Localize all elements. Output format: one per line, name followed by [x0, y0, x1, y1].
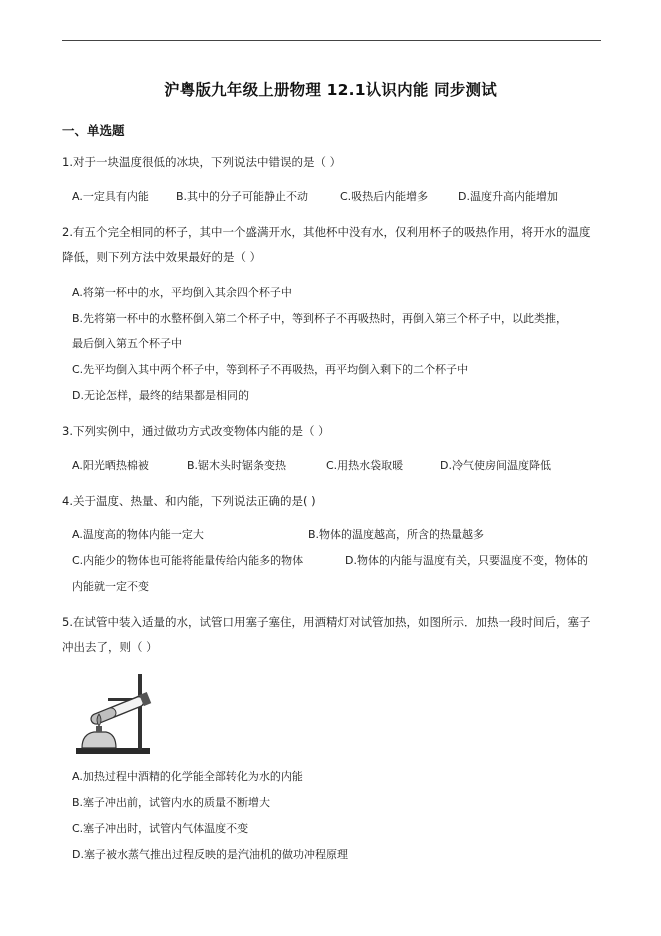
q5-option-a: A.加热过程中酒精的化学能全部转化为水的内能	[72, 770, 303, 783]
q2-option-d: D.无论怎样，最终的结果都是相同的	[72, 389, 249, 402]
alcohol-lamp	[82, 732, 116, 748]
q1-option-a: A.一定具有内能	[72, 190, 149, 203]
q4-option-d: D.物体的内能与温度有关，只要温度不变，物体的	[345, 554, 588, 567]
q1-option-c: C.吸热后内能增多	[340, 190, 429, 203]
q4-option-d-continued: 内能就一定不变	[72, 580, 149, 593]
question-4-stem: 4.关于温度、热量、和内能，下列说法正确的是( )	[62, 494, 316, 508]
q4-option-b: B.物体的温度越高，所含的热量越多	[308, 528, 485, 541]
header-rule	[62, 40, 601, 41]
q2-option-a: A.将第一杯中的水，平均倒入其余四个杯子中	[72, 286, 292, 299]
q1-option-d: D.温度升高内能增加	[458, 190, 558, 203]
q3-option-d: D.冷气使房间温度降低	[440, 459, 551, 472]
question-2-stem-line-1: 2.有五个完全相同的杯子，其中一个盛满开水，其他杯中没有水，仅利用杯子的吸热作用，将开水的温度	[62, 225, 591, 239]
question-5-stem-line-2: 冲出去了，则（ ）	[62, 640, 158, 654]
question-3-stem: 3.下列实例中，通过做功方式改变物体内能的是（ ）	[62, 424, 330, 438]
q3-option-c: C.用热水袋取暖	[326, 459, 404, 472]
question-2-stem-line-2: 降低，则下列方法中效果最好的是（ ）	[62, 250, 262, 264]
test-tube-heating-figure	[72, 668, 168, 760]
q1-option-b: B.其中的分子可能静止不动	[176, 190, 309, 203]
section-heading: 一、单选题	[62, 123, 125, 138]
flame	[97, 714, 101, 726]
stand-rod	[138, 674, 142, 750]
q4-option-a: A.温度高的物体内能一定大	[72, 528, 204, 541]
q5-option-c: C.塞子冲出时，试管内气体温度不变	[72, 822, 249, 835]
q2-option-b: B.先将第一杯中的水整杯倒入第二个杯子中，等到杯子不再吸热时，再倒入第三个杯子中，以此类推，	[72, 312, 568, 325]
q3-option-a: A.阳光晒热棉被	[72, 459, 149, 472]
q2-option-c: C.先平均倒入其中两个杯子中，等到杯子不再吸热，再平均倒入剩下的二个杯子中	[72, 363, 469, 376]
question-1-stem: 1.对于一块温度很低的冰块，下列说法中错误的是（ ）	[62, 155, 342, 169]
q5-option-b: B.塞子冲出前，试管内水的质量不断增大	[72, 796, 271, 809]
q2-option-b-continued: 最后倒入第五个杯子中	[72, 337, 182, 350]
q4-option-c: C.内能少的物体也可能将能量传给内能多的物体	[72, 554, 304, 567]
q3-option-b: B.锯木头时锯条变热	[187, 459, 287, 472]
question-5-stem-line-1: 5.在试管中装入适量的水，试管口用塞子塞住，用酒精灯对试管加热，如图所示．加热一段时间后，塞子	[62, 615, 591, 629]
document-title: 沪粤版九年级上册物理 12.1认识内能 同步测试	[164, 81, 497, 99]
q5-option-d: D.塞子被水蒸气推出过程反映的是汽油机的做功冲程原理	[72, 848, 348, 861]
